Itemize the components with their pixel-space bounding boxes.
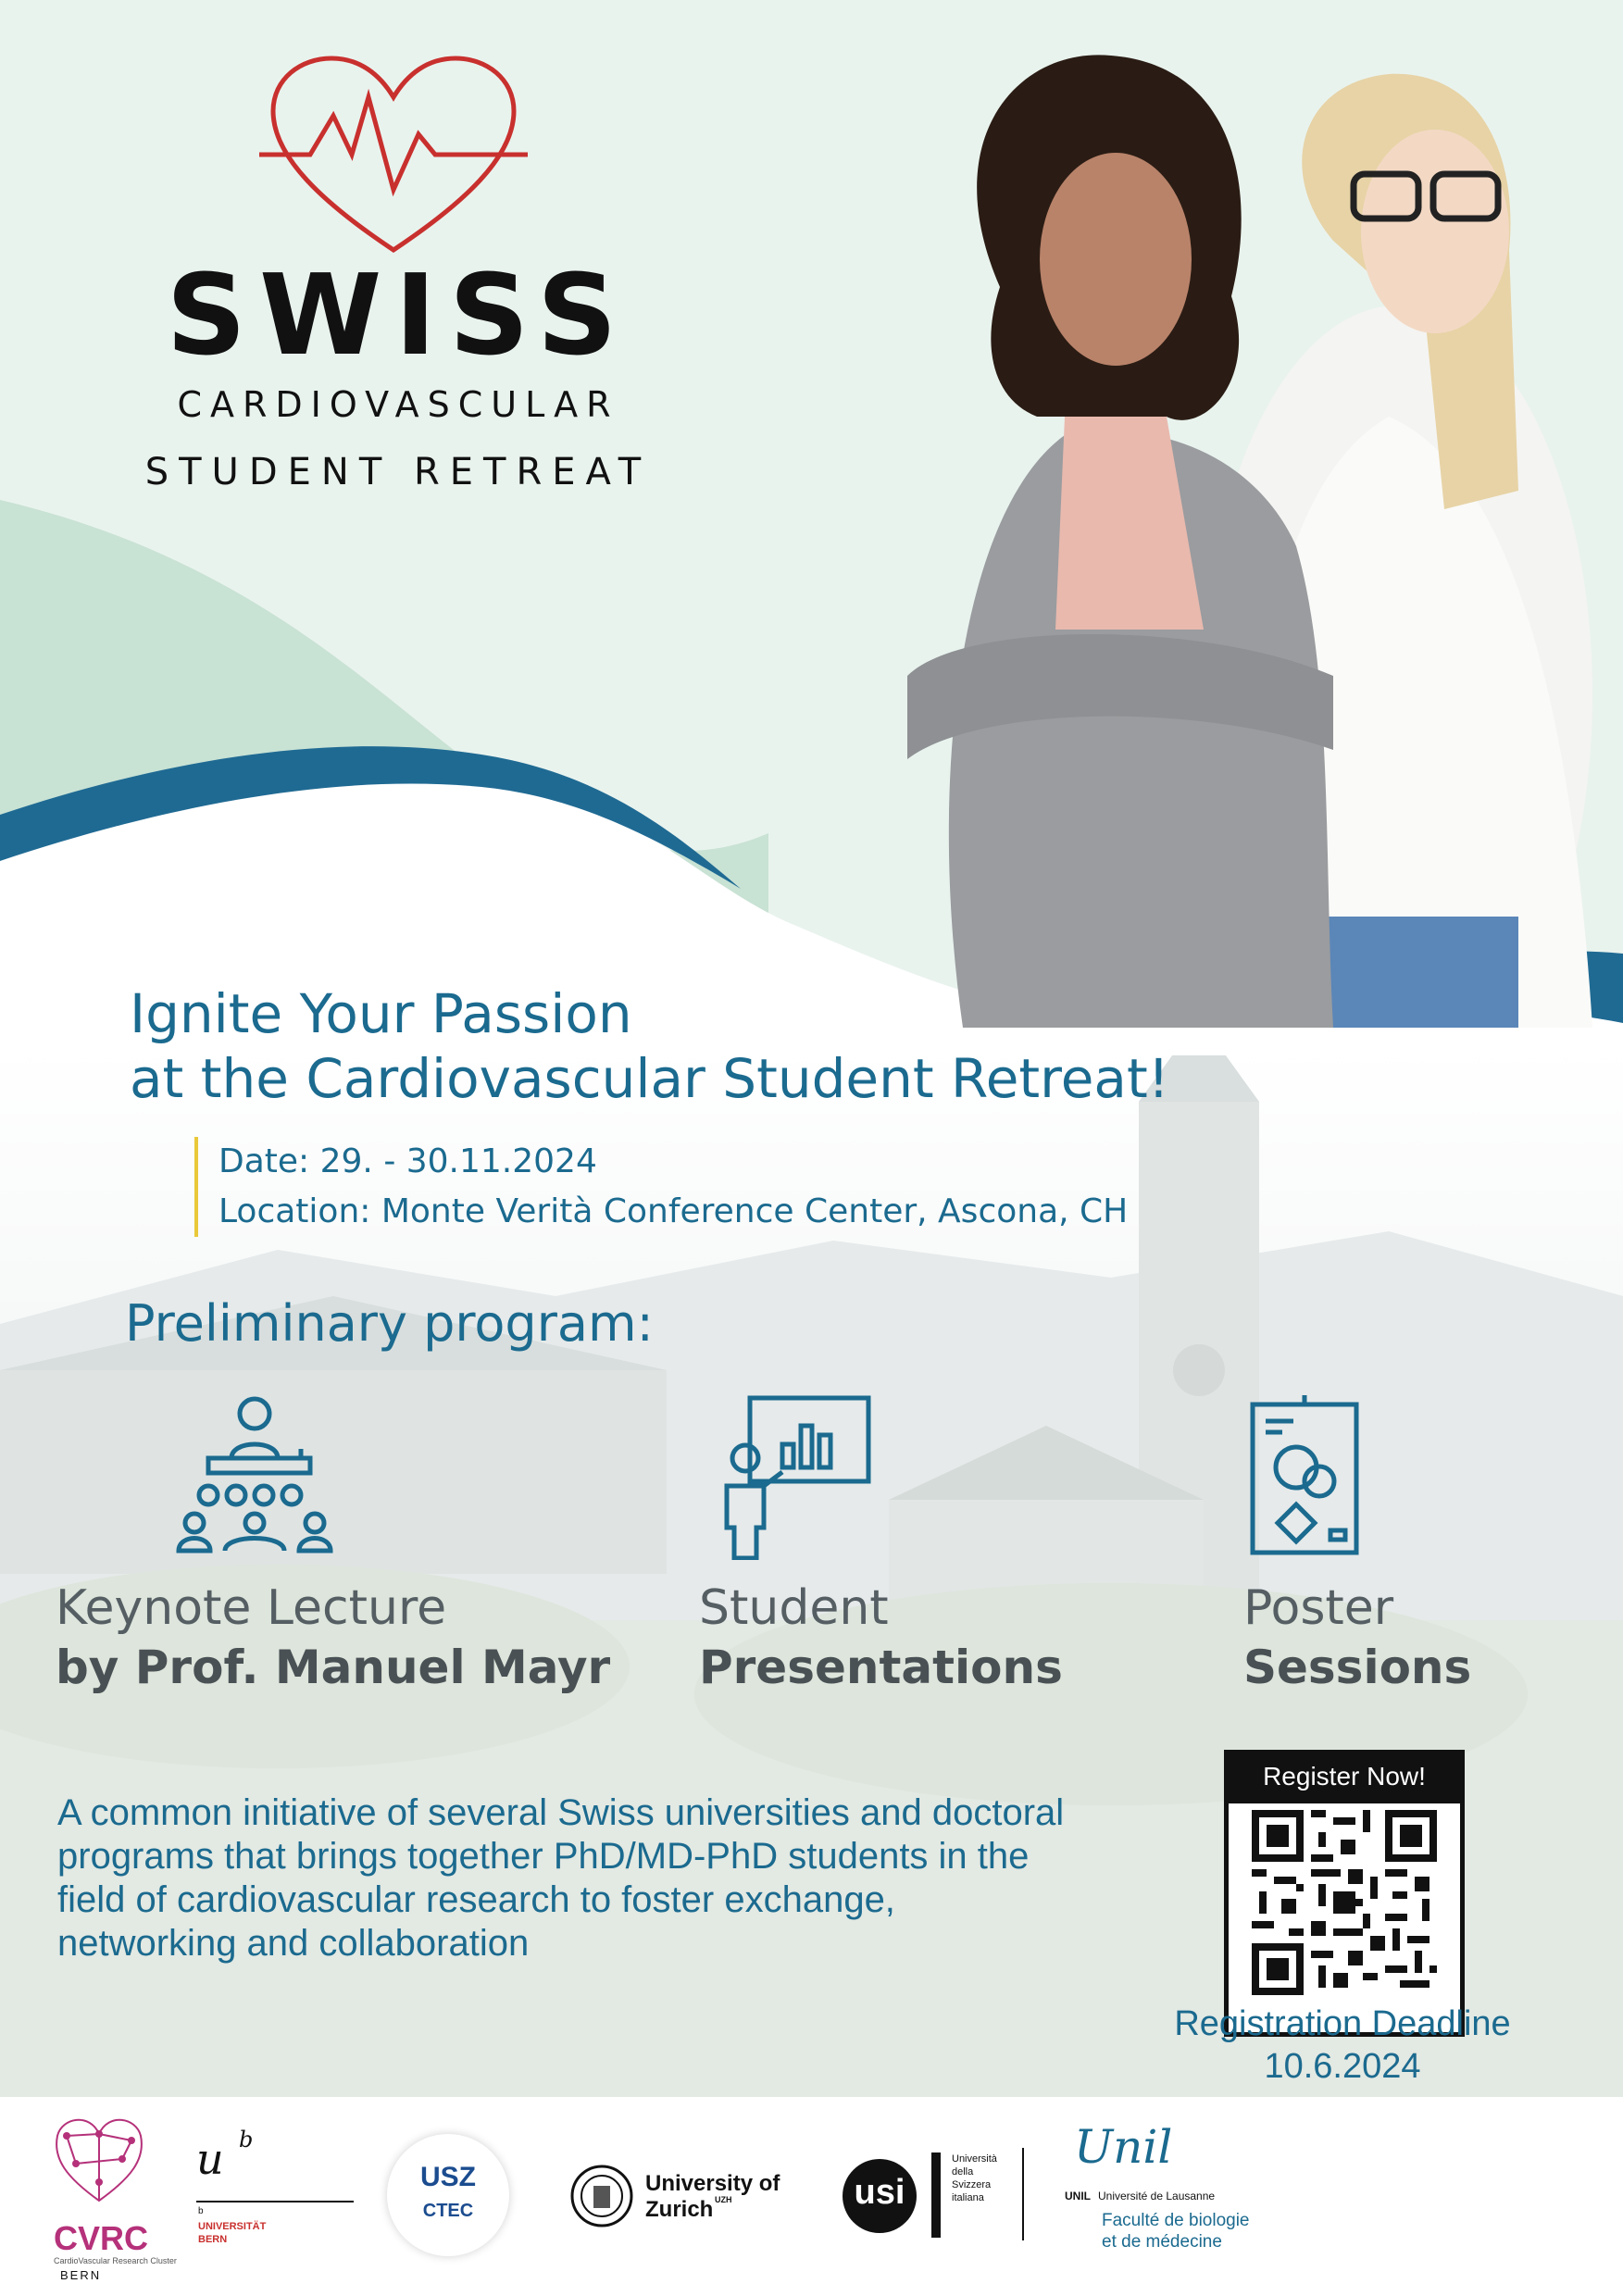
logo-wordmark: SWISS xyxy=(166,252,630,381)
registration-deadline xyxy=(1148,2003,1537,2088)
unibe-mark: u xyxy=(196,2134,224,2184)
headline xyxy=(130,981,1426,1111)
uzh-line1: University of xyxy=(645,2171,780,2196)
partner-logos xyxy=(0,2097,1623,2296)
unil-line3: et de médecine xyxy=(1102,2232,1222,2252)
audience-lecture-icon xyxy=(171,1393,338,1560)
program-item-line2: Sessions xyxy=(1243,1641,1472,1694)
presenter-chart-icon xyxy=(718,1393,875,1560)
program-title: Preliminary program: xyxy=(125,1294,654,1353)
deadline-label: Registration Deadline xyxy=(1174,2004,1511,2043)
program-item-line2: by Prof. Manuel Mayr xyxy=(56,1641,611,1694)
uzh-seal-icon xyxy=(569,2164,634,2228)
usz-badge xyxy=(387,2134,509,2256)
program-item-line1: Poster xyxy=(1243,1580,1394,1636)
usi-mark: usi xyxy=(854,2173,905,2212)
usi-line4: italiana xyxy=(952,2192,984,2203)
program-presentations xyxy=(699,1578,1063,1697)
unibe-rule xyxy=(196,2201,354,2202)
uzh-sup: UZH xyxy=(715,2195,732,2204)
program-item-line1: Keynote Lecture xyxy=(56,1580,447,1636)
logo-subtitle: CARDIOVASCULAR xyxy=(177,384,619,425)
usi-line1: Università xyxy=(952,2153,997,2165)
logo-divider xyxy=(1022,2148,1024,2240)
poster-icon xyxy=(1245,1393,1366,1560)
program-item-line1: Student xyxy=(699,1580,889,1636)
heart-pulse-icon xyxy=(259,51,528,264)
unibe-mark-sup: b xyxy=(239,2127,254,2152)
program-posters xyxy=(1243,1578,1471,1697)
event-location: Location: Monte Verità Conference Center, Ascona, CH xyxy=(218,1192,1129,1230)
usi-text xyxy=(952,2152,997,2204)
register-now-label[interactable]: Register Now! xyxy=(1224,1750,1465,1803)
event-date: Date: 29. - 30.11.2024 xyxy=(218,1142,597,1180)
program-item-line2: Presentations xyxy=(699,1641,1063,1694)
initiative-line: programs that brings together PhD/MD-PhD students in the xyxy=(57,1836,1030,1877)
unibe-small-b: b xyxy=(198,2206,204,2216)
unil-line1: UNIL xyxy=(1065,2190,1091,2202)
logo-tagline: STUDENT RETREAT xyxy=(144,451,652,493)
unibe-line1: UNIVERSITÄT xyxy=(198,2221,267,2232)
students-photo xyxy=(685,28,1623,1028)
usi-line2: della xyxy=(952,2166,974,2177)
initiative-line: networking and collaboration xyxy=(57,1923,530,1964)
cvrc-sub: CardioVascular Research Cluster xyxy=(54,2256,177,2265)
usz-line1: USZ xyxy=(420,2162,476,2192)
initiative-text xyxy=(57,1791,1104,1965)
initiative-line: field of cardiovascular research to foster exchange, xyxy=(57,1879,895,1920)
headline-line-2: at the Cardiovascular Student Retreat! xyxy=(130,1047,1169,1110)
usi-bar xyxy=(931,2152,941,2238)
initiative-line: A common initiative of several Swiss universities and doctoral xyxy=(57,1792,1065,1833)
uzh-line2: Zurich xyxy=(645,2197,714,2222)
qr-code-icon[interactable] xyxy=(1252,1810,1437,1995)
usz-line2: CTEC xyxy=(422,2201,474,2221)
deadline-date: 10.6.2024 xyxy=(1264,2047,1421,2086)
cvrc-heart-network-icon xyxy=(48,2108,150,2210)
program-keynote xyxy=(56,1578,610,1697)
unil-script: Unil xyxy=(1074,2120,1173,2174)
unibe-line2: BERN xyxy=(198,2234,228,2245)
cvrc-city: BERN xyxy=(60,2268,102,2282)
cvrc-name: CVRC xyxy=(54,2219,149,2257)
unil-line1b: Université de Lausanne xyxy=(1098,2190,1216,2202)
headline-line-1: Ignite Your Passion xyxy=(130,982,632,1045)
event-info xyxy=(194,1137,1128,1237)
unil-line2: Faculté de biologie xyxy=(1102,2211,1250,2230)
usi-line3: Svizzera xyxy=(952,2179,992,2190)
